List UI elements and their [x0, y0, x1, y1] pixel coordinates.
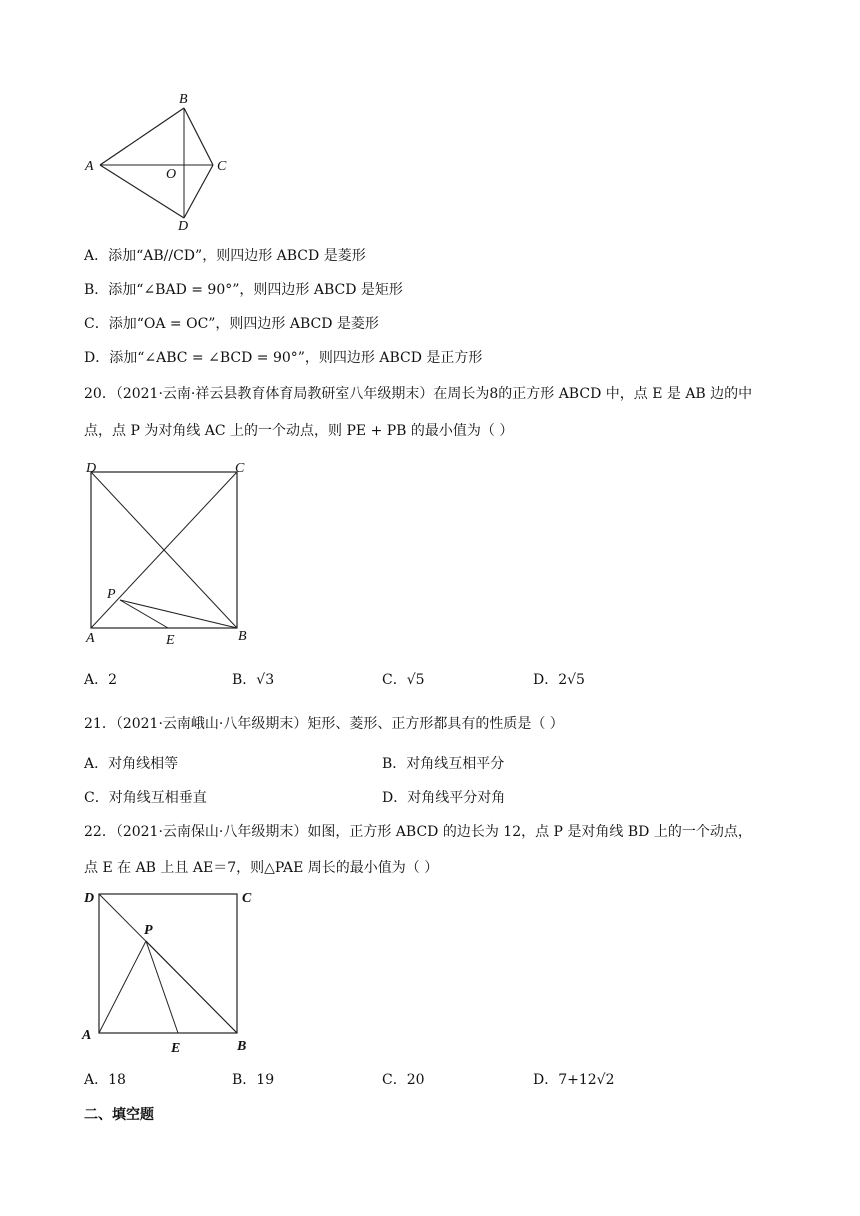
q20-stem-line-2: 点，点 P 为对角线 AC 上的一个动点，则 PE + PB 的最小值为（ ） [84, 423, 514, 439]
q19-label-b: B [179, 92, 188, 107]
q20-label-d: D [86, 462, 97, 476]
q19-figure [80, 88, 240, 234]
q22-label-c: C [242, 891, 252, 906]
q20-figure [80, 462, 260, 652]
q19-label-d: D [178, 219, 189, 234]
q21-stem: 21．（2021·云南峨山·八年级期末）矩形、菱形、正方形都具有的性质是（ ） [84, 716, 564, 732]
q20-label-p: P [107, 587, 116, 602]
q19-option-c: C．添加“OA = OC”，则四边形 ABCD 是菱形 [84, 316, 379, 332]
q21-option-c: C．对角线互相垂直 [84, 790, 207, 806]
q21-option-d: D．对角线平分对角 [382, 790, 506, 806]
q22-option-a: A．18 [84, 1072, 126, 1088]
q19-option-d: D．添加“∠ABC = ∠BCD = 90°”，则四边形 ABCD 是正方形 [84, 350, 483, 366]
q19-label-c: C [217, 159, 227, 174]
q20-option-a: A．2 [84, 672, 118, 688]
q22-option-c: C．20 [382, 1072, 425, 1088]
q22-figure [80, 884, 270, 1060]
q20-label-a: A [86, 631, 95, 646]
q22-label-d: D [84, 891, 95, 906]
section-heading: 二、填空题 [84, 1107, 154, 1123]
q22-option-b: B．19 [232, 1072, 275, 1088]
q22-stem-line-1: 22．（2021·云南保山·八年级期末）如图，正方形 ABCD 的边长为 12，点 P 是对角线 BD 上的一个动点， [84, 824, 752, 840]
q19-option-b: B．添加“∠BAD = 90°”，则四边形 ABCD 是矩形 [84, 282, 403, 298]
q20-stem-line-1: 20．（2021·云南·祥云县教育体育局教研室八年级期末）在周长为8的正方形 ABCD 中，点 E 是 AB 边的中 [84, 386, 753, 402]
q20-option-c: C．√5 [382, 672, 425, 688]
q21-option-a: A．对角线相等 [84, 756, 179, 772]
q21-option-b: B．对角线互相平分 [382, 756, 505, 772]
q22-stem-line-2: 点 E 在 AB 上且 AE＝7，则△PAE 周长的最小值为（ ） [84, 860, 439, 876]
q22-option-d: D．7+12√2 [533, 1072, 615, 1088]
q20-option-b: B．√3 [232, 672, 275, 688]
q19-label-a: A [85, 159, 94, 174]
q20-label-c: C [235, 462, 245, 476]
q20-label-e: E [166, 633, 175, 648]
q20-option-d: D．2√5 [533, 672, 585, 688]
q22-label-p: P [144, 923, 153, 938]
q20-label-b: B [238, 629, 247, 644]
q22-label-e: E [171, 1041, 181, 1056]
q22-label-b: B [237, 1039, 247, 1054]
q22-label-a: A [82, 1028, 92, 1043]
q19-label-o: O [166, 167, 177, 182]
q19-option-a: A．添加“AB//CD”，则四边形 ABCD 是菱形 [84, 248, 366, 264]
